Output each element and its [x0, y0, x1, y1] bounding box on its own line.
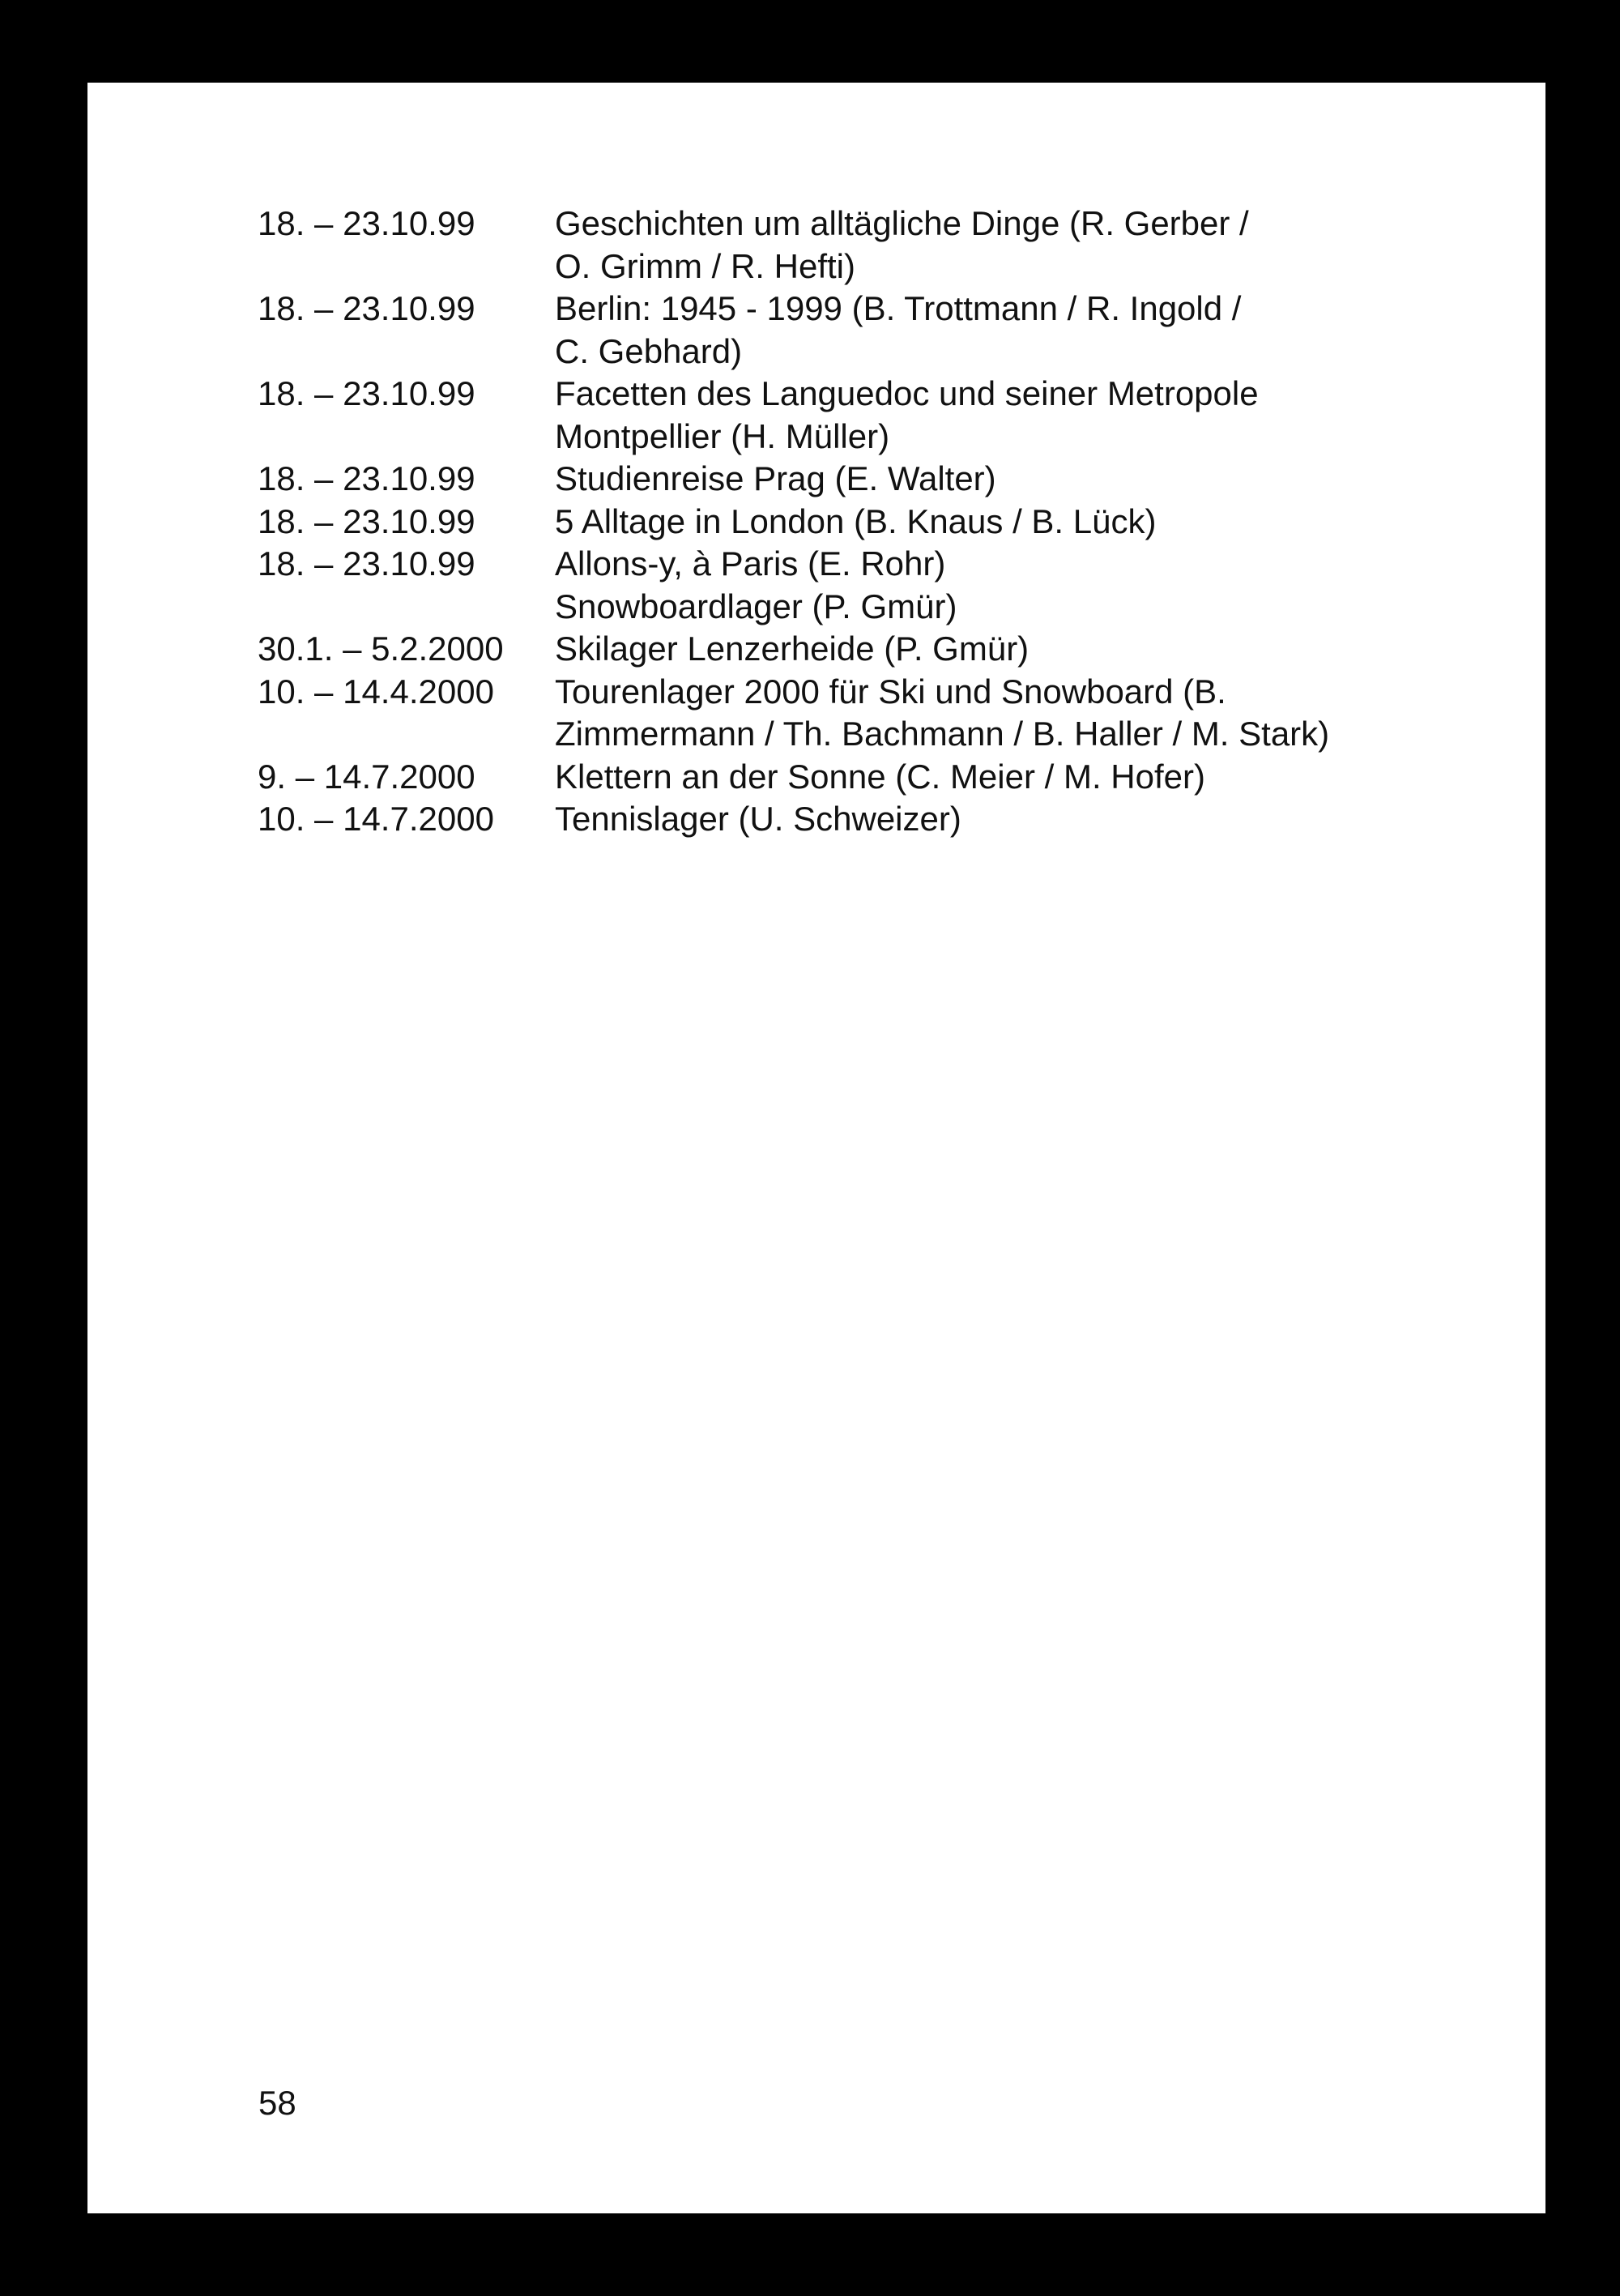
list-item — [258, 458, 1521, 501]
list-item — [258, 586, 1521, 629]
list-item — [258, 203, 1521, 288]
entry-text: Facetten des Languedoc und seiner Metropole Montpellier (H. Müller) — [555, 374, 1259, 455]
entry-date — [258, 586, 555, 629]
entry-text: Allons-y, à Paris (E. Rohr) — [555, 544, 946, 583]
list-item — [258, 501, 1521, 544]
entry-date: 9. – 14.7.2000 — [258, 757, 475, 796]
page-number: 58 — [258, 2084, 296, 2122]
document-page — [87, 83, 1545, 2213]
entry-date: 18. – 23.10.99 — [258, 501, 475, 540]
entry-date: 10. – 14.7.2000 — [258, 800, 494, 838]
list-item — [258, 628, 1521, 671]
entry-text: Berlin: 1945 - 1999 (B. Trottmann / R. Ingold / C. Gebhard) — [555, 289, 1242, 370]
entry-text: Tennislager (U. Schweizer) — [555, 800, 961, 838]
entry-text: Geschichten um alltägliche Dinge (R. Gerber / O. Grimm / R. Hefti) — [555, 204, 1249, 285]
entry-date: 18. – 23.10.99 — [258, 459, 475, 497]
list-item — [258, 543, 1521, 586]
entry-date: 30.1. – 5.2.2000 — [258, 629, 504, 668]
entry-text: Snowboardlager (P. Gmür) — [555, 587, 957, 625]
list-item — [258, 671, 1521, 756]
entry-date: 18. – 23.10.99 — [258, 544, 475, 583]
entry-date: 18. – 23.10.99 — [258, 289, 475, 327]
entry-text: Tourenlager 2000 für Ski und Snowboard (B. Zimmermann / Th. Bachmann / B. Haller / M. Stark) — [555, 672, 1330, 753]
list-item — [258, 373, 1521, 458]
entry-text: 5 Alltage in London (B. Knaus / B. Lück) — [555, 501, 1157, 540]
event-list — [258, 203, 1521, 841]
entry-date: 10. – 14.4.2000 — [258, 672, 494, 711]
list-item — [258, 798, 1521, 841]
entry-date: 18. – 23.10.99 — [258, 374, 475, 412]
entry-date: 18. – 23.10.99 — [258, 204, 475, 242]
list-item — [258, 756, 1521, 799]
list-item — [258, 288, 1521, 373]
entry-text: Skilager Lenzerheide (P. Gmür) — [555, 629, 1030, 668]
entry-text: Klettern an der Sonne (C. Meier / M. Hofer) — [555, 757, 1205, 796]
entry-text: Studienreise Prag (E. Walter) — [555, 459, 996, 497]
